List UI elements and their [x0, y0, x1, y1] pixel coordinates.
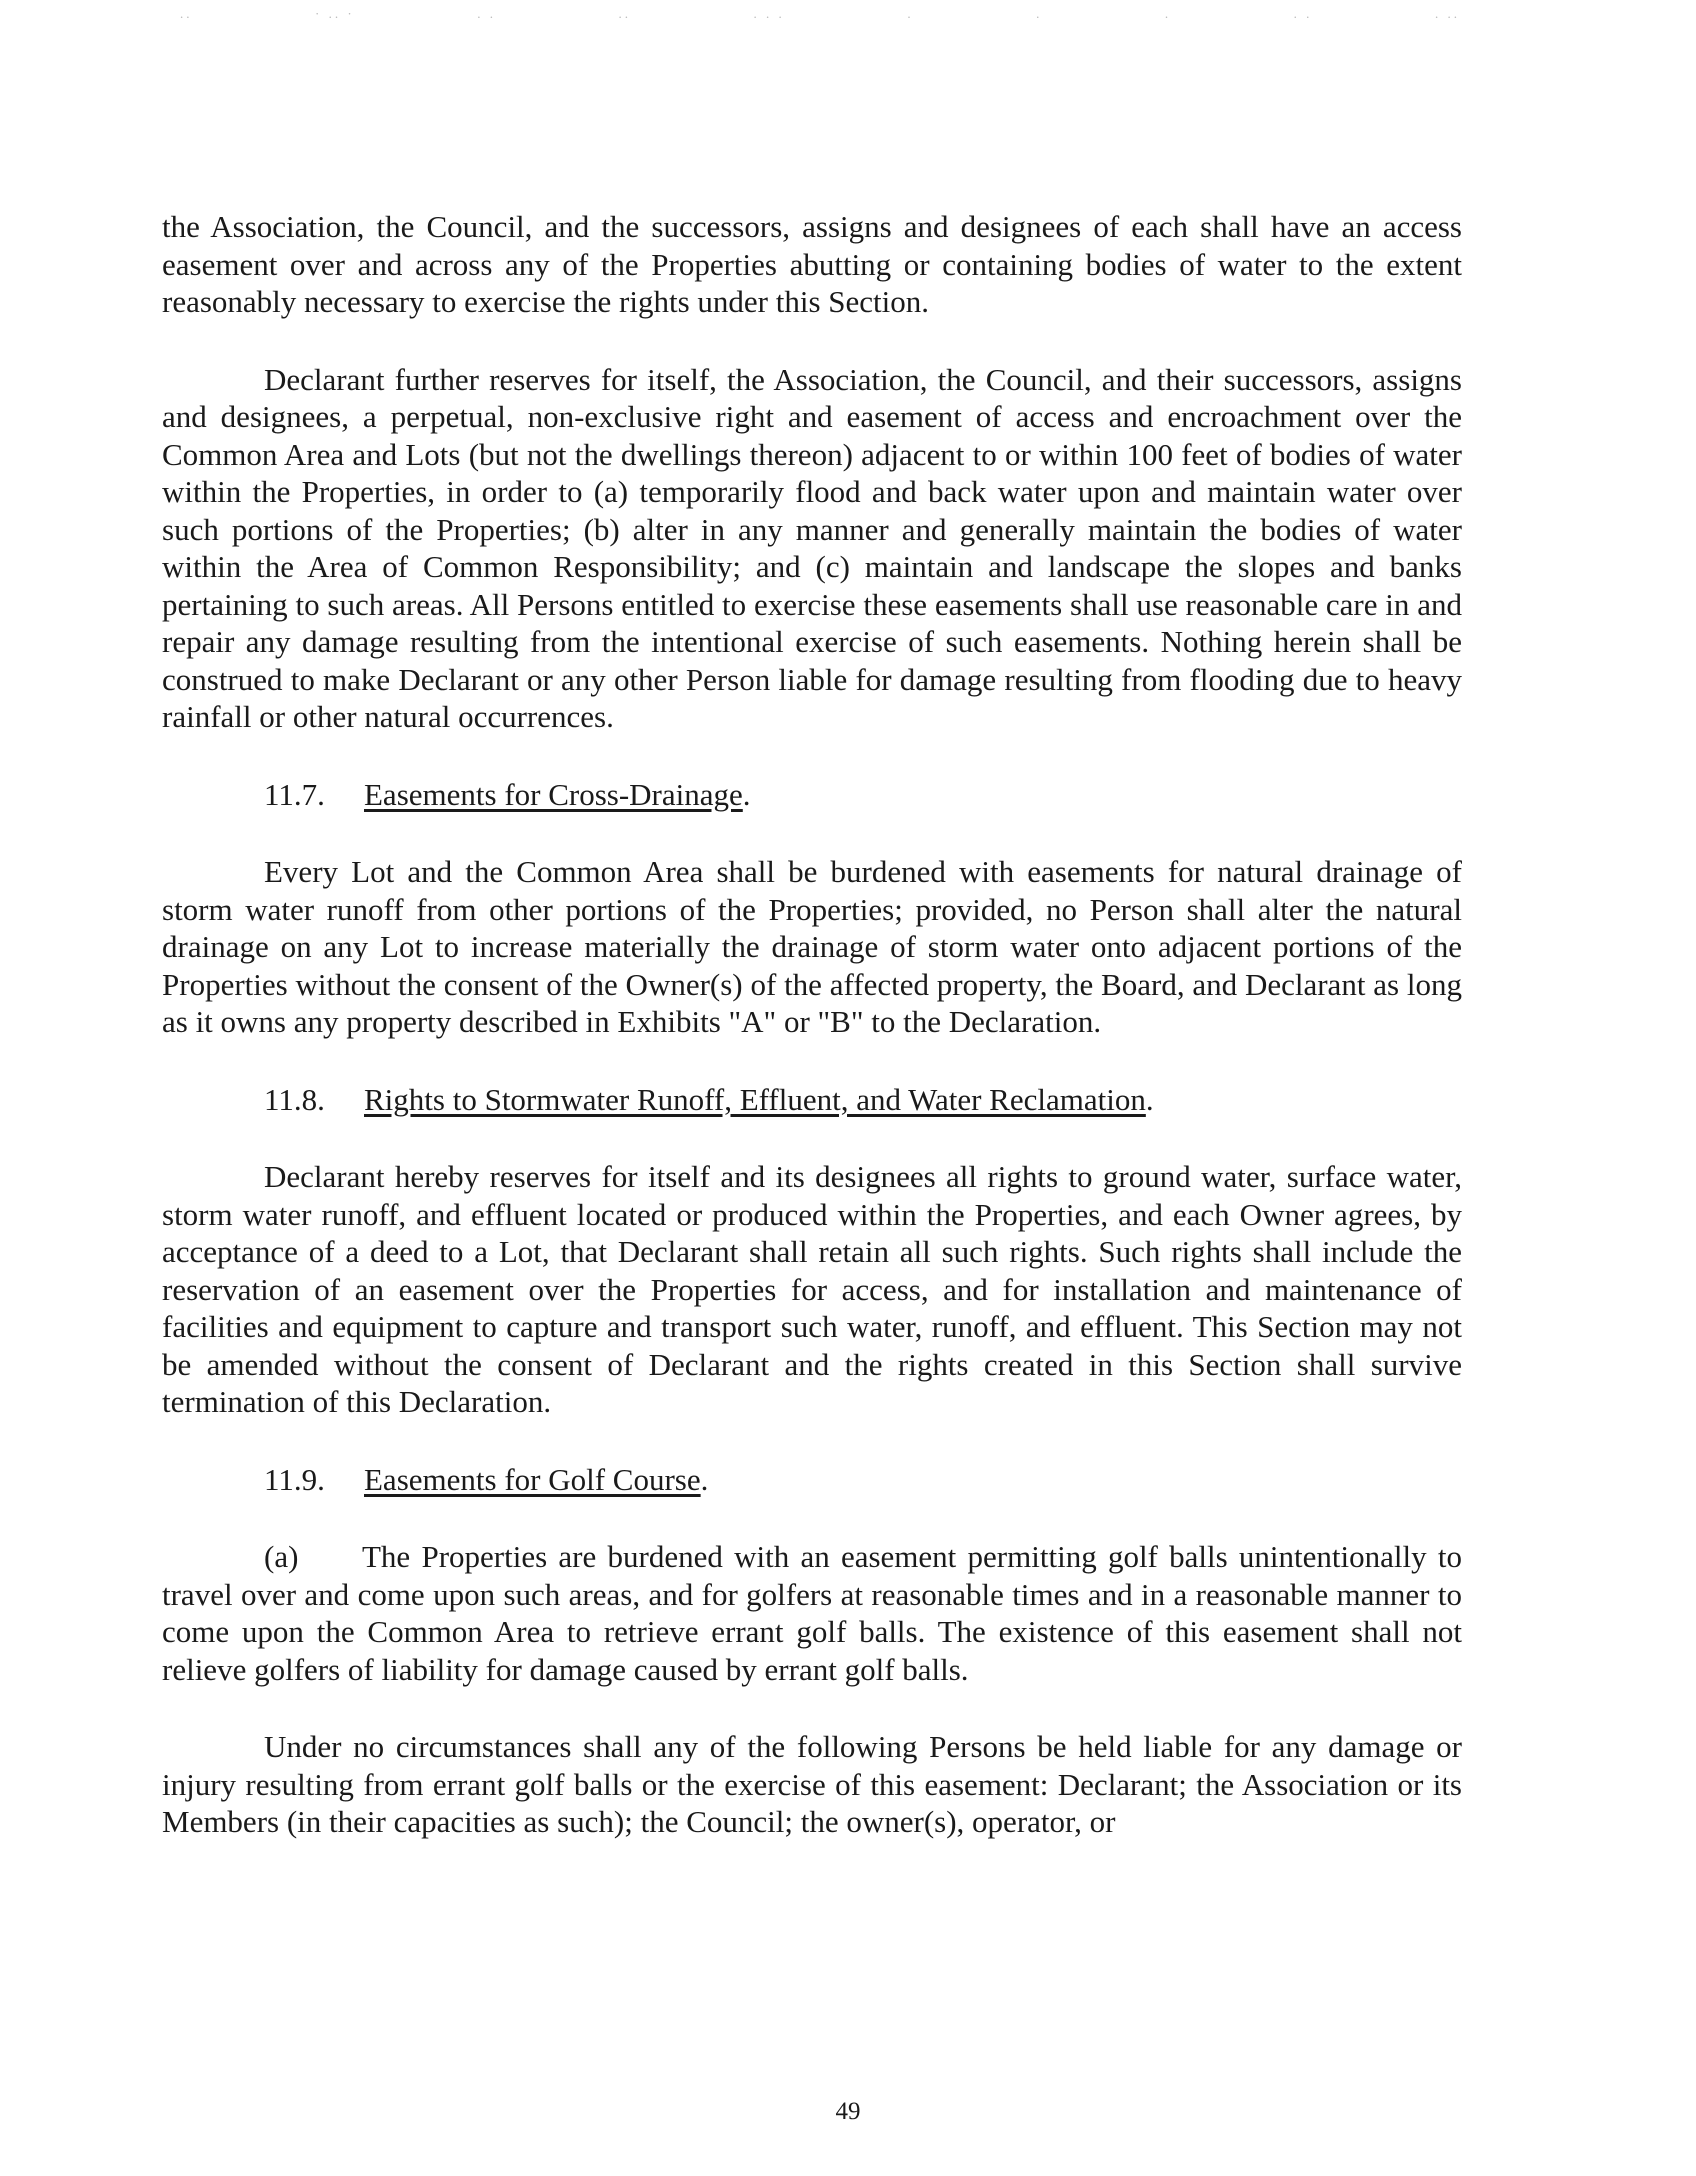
section-number: 11.8.	[264, 1081, 325, 1117]
scan-mark: . ..	[1434, 6, 1460, 21]
section-number: 11.9.	[264, 1461, 325, 1497]
paragraph-cross-drainage: Every Lot and the Common Area shall be burdened with easements for natural drainage of storm water runoff from other portions of the Properties; provided, no Person shall alter the natural drainage on any Lot to increase materially the drainage of storm water onto adjacent portions of the Properties without the consent of the Owner(s) of the affected property, the Board, and Declarant as long as it owns any property described in Exhibits "A" or "B" to the Declaration.	[162, 854, 1462, 1039]
section-number: 11.7.	[264, 776, 325, 812]
scan-mark: . .	[477, 6, 496, 21]
scan-mark: . . .	[753, 6, 785, 21]
page-number: 49	[835, 2098, 861, 2125]
document-body	[162, 208, 1462, 1881]
paragraph-water-easement: Declarant further reserves for itself, the Association, the Council, and their successors, assigns and designees, a perpetual, non-exclusive right and easement of access and encroachment over the Common Area and Lots (but not the dwellings thereon) adjacent to or within 100 feet of bodies of water within the Properties, in order to (a) temporarily flood and back water upon and maintain water over such portions of the Properties; (b) alter in any manner and generally maintain the bodies of water within the Area of Common Responsibility; and (c) maintain and landscape the slopes and banks pertaining to such areas. All Persons entitled to exercise these easements shall use reasonable care in and repair any damage resulting from the intentional exercise of such easements. Nothing herein shall be construed to make Declarant or any other Person liable for damage resulting from flooding due to heavy rainfall or other natural occurrences.	[162, 361, 1462, 734]
subsection-label: (a)	[264, 1539, 299, 1574]
section-heading-11-9	[264, 1461, 1462, 1499]
scan-mark: . .	[1293, 6, 1313, 21]
section-title-period: .	[700, 1461, 709, 1497]
paragraph-continuation: the Association, the Council, and the successors, assigns and designees of each shall have an access easement over and across any of the Properties abutting or containing bodies of water to the extent reasonably necessary to exercise the rights under this Section.	[162, 209, 1462, 319]
section-title-period: .	[742, 776, 751, 812]
section-title: Rights to Stormwater Runoff, Effluent, and Water Reclamation	[364, 1081, 1146, 1117]
scan-mark: .	[1036, 6, 1043, 21]
scan-artifact-marks	[180, 6, 1460, 20]
scan-mark: ..	[180, 6, 193, 21]
paragraph-golf-easement-a	[162, 1538, 1462, 1688]
section-heading-11-7	[264, 776, 1462, 814]
subsection-text: The Properties are burdened with an easement permitting golf balls unintentionally to travel over and come upon such areas, and for golfers at reasonable times and in a reasonable manner to come upon the Common Area to retrieve errant golf balls. The existence of this easement shall not relieve golfers of liability for damage caused by errant golf balls.	[162, 1539, 1462, 1687]
section-title-period: .	[1145, 1081, 1154, 1117]
paragraph-golf-liability: Under no circumstances shall any of the following Persons be held liable for any damage or injury resulting from errant golf balls or the exercise of this easement: Declarant; the Association or its Members (in their capacities as such); the Council; the owner(s), operator, or	[162, 1729, 1462, 1839]
section-title: Easements for Golf Course	[364, 1461, 701, 1497]
scan-mark: · .. ·	[315, 6, 355, 21]
section-heading-11-8	[264, 1081, 1462, 1119]
scan-mark: .	[907, 6, 914, 21]
paragraph-stormwater-rights: Declarant hereby reserves for itself and its designees all rights to ground water, surface water, storm water runoff, and effluent located or produced within the Properties, and each Owner agrees, by acceptance of a deed to a Lot, that Declarant shall retain all such rights. Such rights shall include the reservation of an easement over the Properties for access, and for installation and maintenance of facilities and equipment to capture and transport such water, runoff, and effluent. This Section may not be amended without the consent of Declarant and the rights created in this Section shall survive termination of this Declaration.	[162, 1159, 1462, 1419]
scan-mark: .	[1164, 6, 1172, 21]
section-title: Easements for Cross-Drainage	[364, 776, 743, 812]
scan-mark: ..	[618, 6, 632, 21]
